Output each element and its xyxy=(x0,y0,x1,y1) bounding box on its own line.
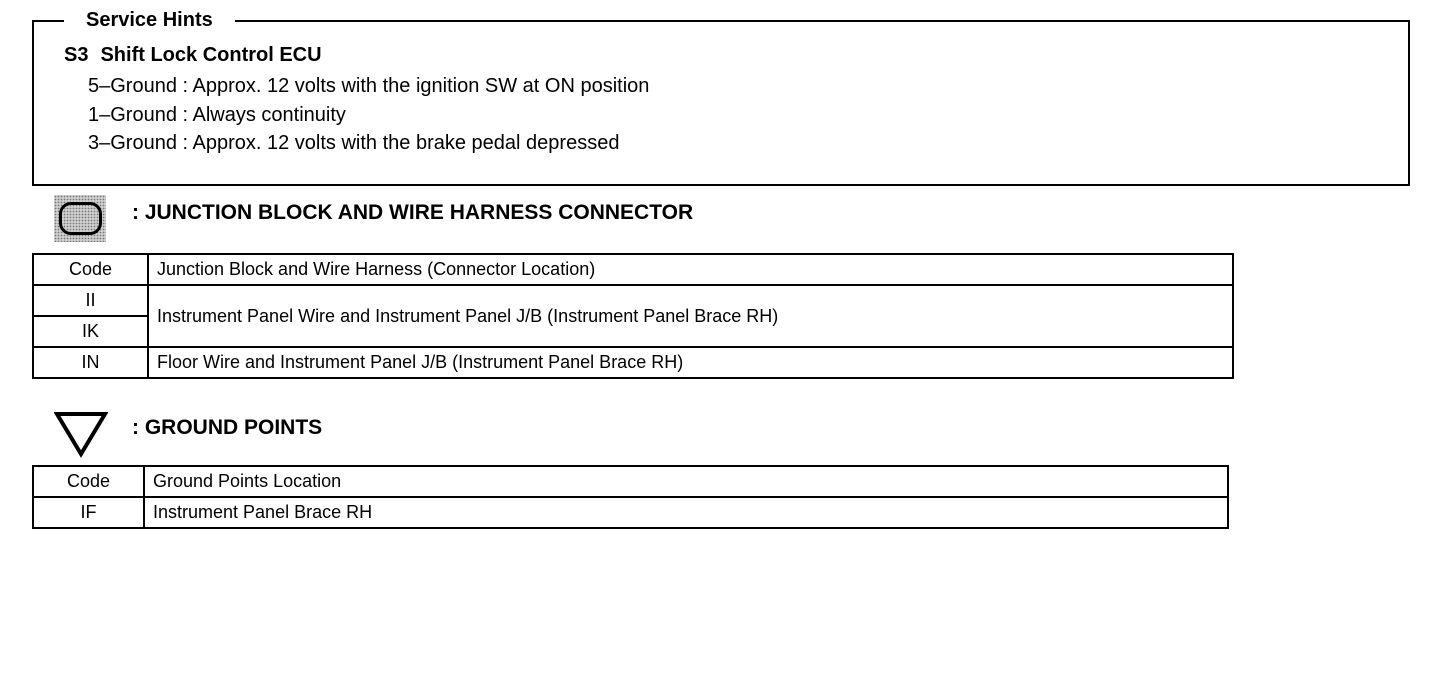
table-header-row xyxy=(33,466,1228,497)
hint-line-1: 5–Ground : Approx. 12 volts with the ignition SW at ON position xyxy=(88,75,650,97)
table-row xyxy=(33,347,1233,378)
table-header-location: Ground Points Location xyxy=(144,466,1228,497)
table-cell-code: IF xyxy=(33,497,144,528)
ground-points-table xyxy=(32,465,1229,529)
component-title xyxy=(64,41,322,69)
table-row xyxy=(33,497,1228,528)
service-hints-legend: Service Hints xyxy=(64,6,235,34)
table-cell-location: Instrument Panel Brace RH xyxy=(144,497,1228,528)
table-cell-code: IN xyxy=(33,347,148,378)
table-header-location: Junction Block and Wire Harness (Connector Location) xyxy=(148,254,1233,285)
table-row xyxy=(33,285,1233,316)
hint-line-2: 1–Ground : Always continuity xyxy=(88,104,346,126)
junction-block-connector-icon xyxy=(54,195,106,242)
table-cell-code: IK xyxy=(33,316,148,347)
ground-point-triangle-icon xyxy=(54,410,108,458)
component-name: Shift Lock Control ECU xyxy=(100,44,322,66)
ground-points-heading: : GROUND POINTS xyxy=(132,416,323,439)
component-code: S3 xyxy=(64,44,89,66)
hint-line-3: 3–Ground : Approx. 12 volts with the brake pedal depressed xyxy=(88,132,620,154)
junction-block-table xyxy=(32,253,1234,379)
table-header-code: Code xyxy=(33,466,144,497)
junction-block-heading: : JUNCTION BLOCK AND WIRE HARNESS CONNECTOR xyxy=(132,201,694,224)
table-cell-code: II xyxy=(33,285,148,316)
table-header-code: Code xyxy=(33,254,148,285)
table-cell-location: Floor Wire and Instrument Panel J/B (Instrument Panel Brace RH) xyxy=(148,347,1233,378)
table-cell-location: Instrument Panel Wire and Instrument Panel J/B (Instrument Panel Brace RH) xyxy=(148,285,1233,347)
table-header-row xyxy=(33,254,1233,285)
